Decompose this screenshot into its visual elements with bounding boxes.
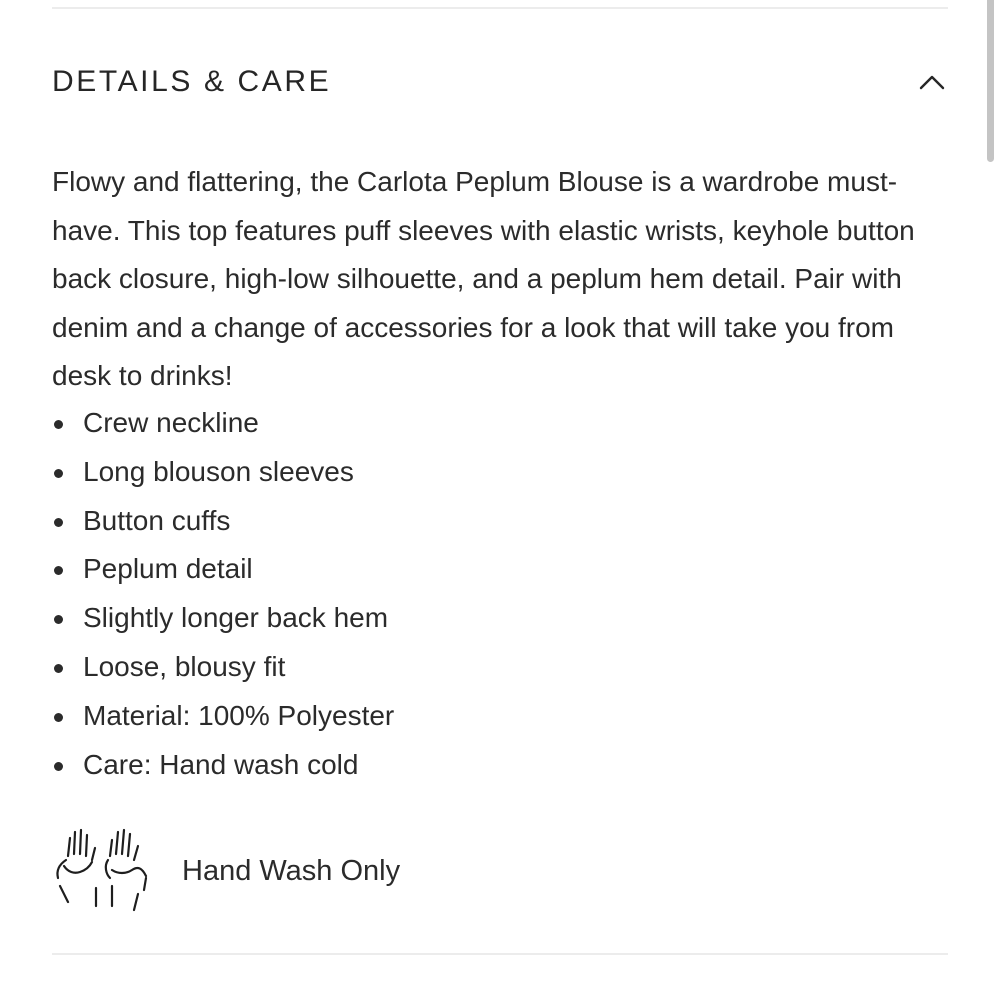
details-care-header[interactable] (52, 52, 948, 112)
list-item: Slightly longer back hem (52, 594, 932, 643)
list-item: Button cuffs (52, 497, 932, 546)
care-label: Hand Wash Only (182, 854, 401, 887)
feature-list (52, 399, 932, 789)
collapse-toggle-button[interactable] (912, 62, 952, 102)
scrollbar-thumb[interactable] (987, 0, 994, 162)
list-item: Crew neckline (52, 399, 932, 448)
bottom-divider (52, 953, 948, 955)
top-divider (52, 7, 948, 9)
hand-wash-icon (52, 826, 152, 916)
product-description: Flowy and flattering, the Carlota Peplum Blouse is a wardrobe must-have. This top features puff sleeves with elastic wrists, keyhole button back closure, high-low silhouette, and a peplum hem detail. Pair with denim and a change of accessories for a look that will take you from desk to drinks! (52, 166, 915, 391)
list-item: Long blouson sleeves (52, 448, 932, 497)
section-title: DETAILS & CARE (52, 65, 332, 98)
list-item: Loose, blousy fit (52, 643, 932, 692)
list-item: Material: 100% Polyester (52, 692, 932, 741)
list-item: Peplum detail (52, 545, 932, 594)
care-instruction (52, 826, 652, 916)
list-item: Care: Hand wash cold (52, 741, 932, 790)
chevron-up-icon (919, 74, 945, 90)
